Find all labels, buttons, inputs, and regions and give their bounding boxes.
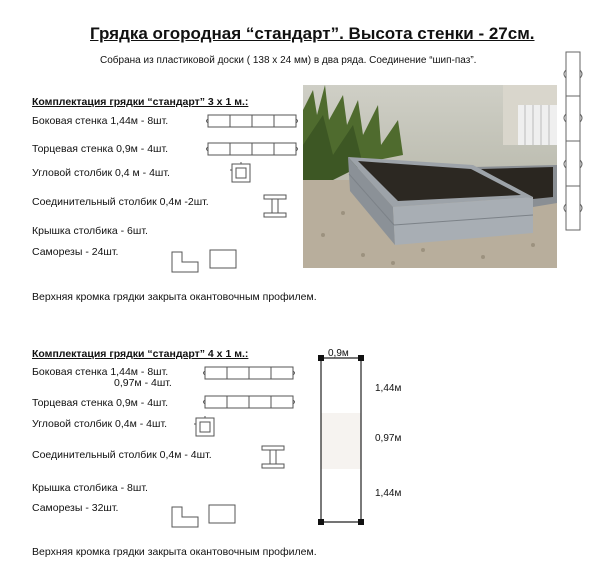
cap-profile-icon — [170, 250, 200, 274]
page-title: Грядка огородная “стандарт”. Высота стенки - 27см. — [90, 24, 535, 43]
diagram-seg1-label: 1,44м — [375, 383, 402, 394]
section2-end-wall: Торцевая стенка 0,9м - 4шт. — [32, 397, 169, 409]
bed-layout-diagram — [312, 355, 372, 527]
section1-post-cap: Крышка столбика - 6шт. — [32, 225, 148, 237]
raised-bed-photo — [303, 85, 557, 268]
end-wall-board-icon — [206, 142, 298, 156]
section1-screws: Саморезы - 24шт. — [32, 246, 119, 258]
post-cap-icon — [207, 503, 237, 525]
section2-heading: Комплектация грядки “стандарт” 4 х 1 м.: — [32, 348, 249, 360]
cap-profile-icon — [170, 505, 200, 529]
section1-corner-post: Угловой столбик 0,4 м - 4шт. — [32, 167, 170, 179]
page-subtitle: Собрана из пластиковой доски ( 138 х 24 мм) в два ряда. Соединение “шип-паз”. — [100, 55, 477, 66]
section2-screws: Саморезы - 32шт. — [32, 502, 119, 514]
section2-corner-post: Угловой столбик 0,4м - 4шт. — [32, 418, 168, 430]
board-profile-icon — [562, 52, 584, 230]
connector-post-icon — [260, 443, 286, 471]
side-wall-board-icon — [203, 366, 295, 380]
section1-side-wall: Боковая стенка 1,44м - 8шт. — [32, 115, 169, 127]
section2-connector-post: Соединительный столбик 0,4м - 4шт. — [32, 449, 212, 461]
diagram-seg3-label: 1,44м — [375, 488, 402, 499]
section2-side-wall-a: Боковая стенка 1,44м - 8шт. — [32, 366, 169, 378]
section2-side-wall-b: 0,97м - 4шт. — [114, 377, 172, 389]
diagram-width-label: 0,9м — [328, 348, 349, 359]
section1-heading: Комплектация грядки “стандарт” 3 х 1 м.: — [32, 96, 249, 108]
section1-note: Верхняя кромка грядки закрыта окантовочным профилем. — [32, 291, 317, 303]
section2-post-cap: Крышка столбика - 8шт. — [32, 482, 148, 494]
side-wall-board-icon — [206, 114, 298, 128]
corner-post-icon — [192, 414, 218, 440]
corner-post-icon — [228, 160, 254, 186]
post-cap-icon — [208, 248, 238, 270]
connector-post-icon — [262, 192, 288, 220]
end-wall-board-icon — [203, 395, 295, 409]
section1-end-wall: Торцевая стенка 0,9м - 4шт. — [32, 143, 169, 155]
section2-note: Верхняя кромка грядки закрыта окантовочным профилем. — [32, 546, 317, 558]
diagram-seg2-label: 0,97м — [375, 433, 402, 444]
section1-connector-post: Соединительный столбик 0,4м -2шт. — [32, 196, 209, 208]
